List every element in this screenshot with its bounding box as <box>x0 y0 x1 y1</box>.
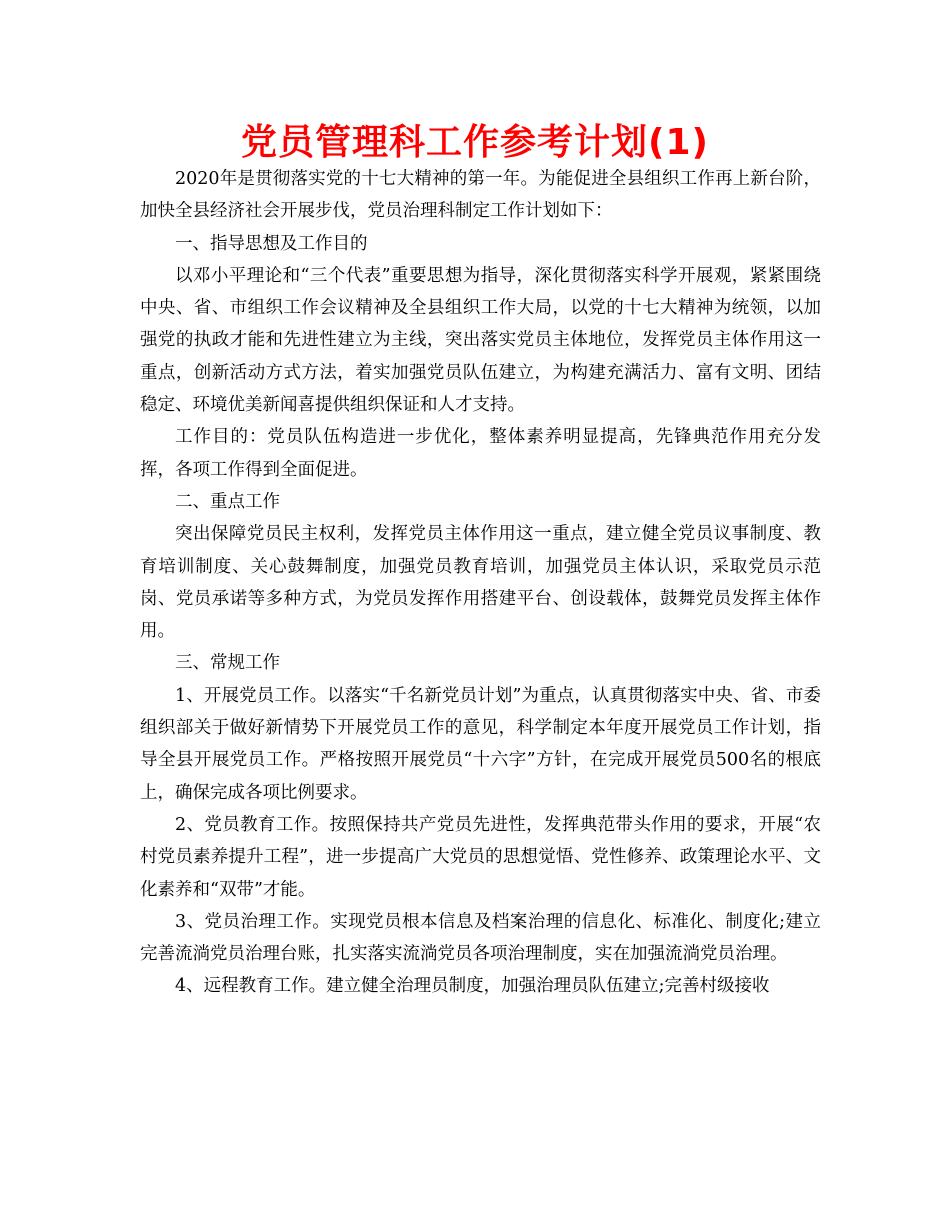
paragraph-item-3: 3、党员治理工作。实现党员根本信息及档案治理的信息化、标准化、制度化;建立完善流淌党员治理台账，扎实落实流淌党员各项治理制度，实在加强流淌党员治理。 <box>140 911 821 965</box>
section-heading-3: 三、常规工作 <box>175 653 280 674</box>
paragraph-guiding-thought: 以邓小平理论和“三个代表”重要思想为指导，深化贯彻落实科学开展观，紧紧围绕中央、省、市组织工作会议精神及全县组织工作大局，以党的十七大精神为统领，以加强党的执政才能和先进性建立为主线，突出落实党员主体地位，发挥党员主体作用这一重点，创新活动方式方法，着实加强党员队伍建立，为构建充满活力、富有文明、团结稳定、环境优美新闻喜提供组织保证和人才支持。 <box>140 265 821 416</box>
section-heading-2: 二、重点工作 <box>175 491 280 512</box>
paragraph-intro: 2020年是贯彻落实党的十七大精神的第一年。为能促进全县组织工作再上新台阶，加快全县经济社会开展步伐，党员治理科制定工作计划如下： <box>140 169 821 222</box>
paragraph-key-work: 突出保障党员民主权利，发挥党员主体作用这一重点，建立健全党员议事制度、教育培训制度、关心鼓舞制度，加强党员教育培训，加强党员主体认识，采取党员示范岗、党员承诺等多种方式，为党员发挥作用搭建平台、创设载体，鼓舞党员发挥主体作用。 <box>140 524 821 642</box>
paragraph-item-2: 2、党员教育工作。按照保持共产党员先进性，发挥典范带头作用的要求，开展“农村党员素养提升工程”，进一步提高广大党员的思想觉悟、党性修养、政策理论水平、文化素养和“双带”才能。 <box>140 814 821 900</box>
document-title: 党员管理科工作参考计划(1) <box>241 122 709 163</box>
paragraph-item-1: 1、开展党员工作。以落实“千名新党员计划”为重点，认真贯彻落实中央、省、市委组织部关于做好新情势下开展党员工作的意见，科学制定本年度开展党员工作计划，指导全县开展党员工作。严格按照开展党员“十六字”方针，在完成开展党员500名的根底上，确保完成各项比例要求。 <box>140 685 821 803</box>
paragraph-item-4: 4、远程教育工作。建立健全治理员制度，加强治理员队伍建立;完善村级接收 <box>175 976 770 997</box>
section-heading-1: 一、指导思想及工作目的 <box>175 233 368 254</box>
paragraph-work-goal: 工作目的：党员队伍构造进一步优化，整体素养明显提高，先锋典范作用充分发挥，各项工作得到全面促进。 <box>140 427 821 480</box>
document-body <box>140 163 821 1003</box>
